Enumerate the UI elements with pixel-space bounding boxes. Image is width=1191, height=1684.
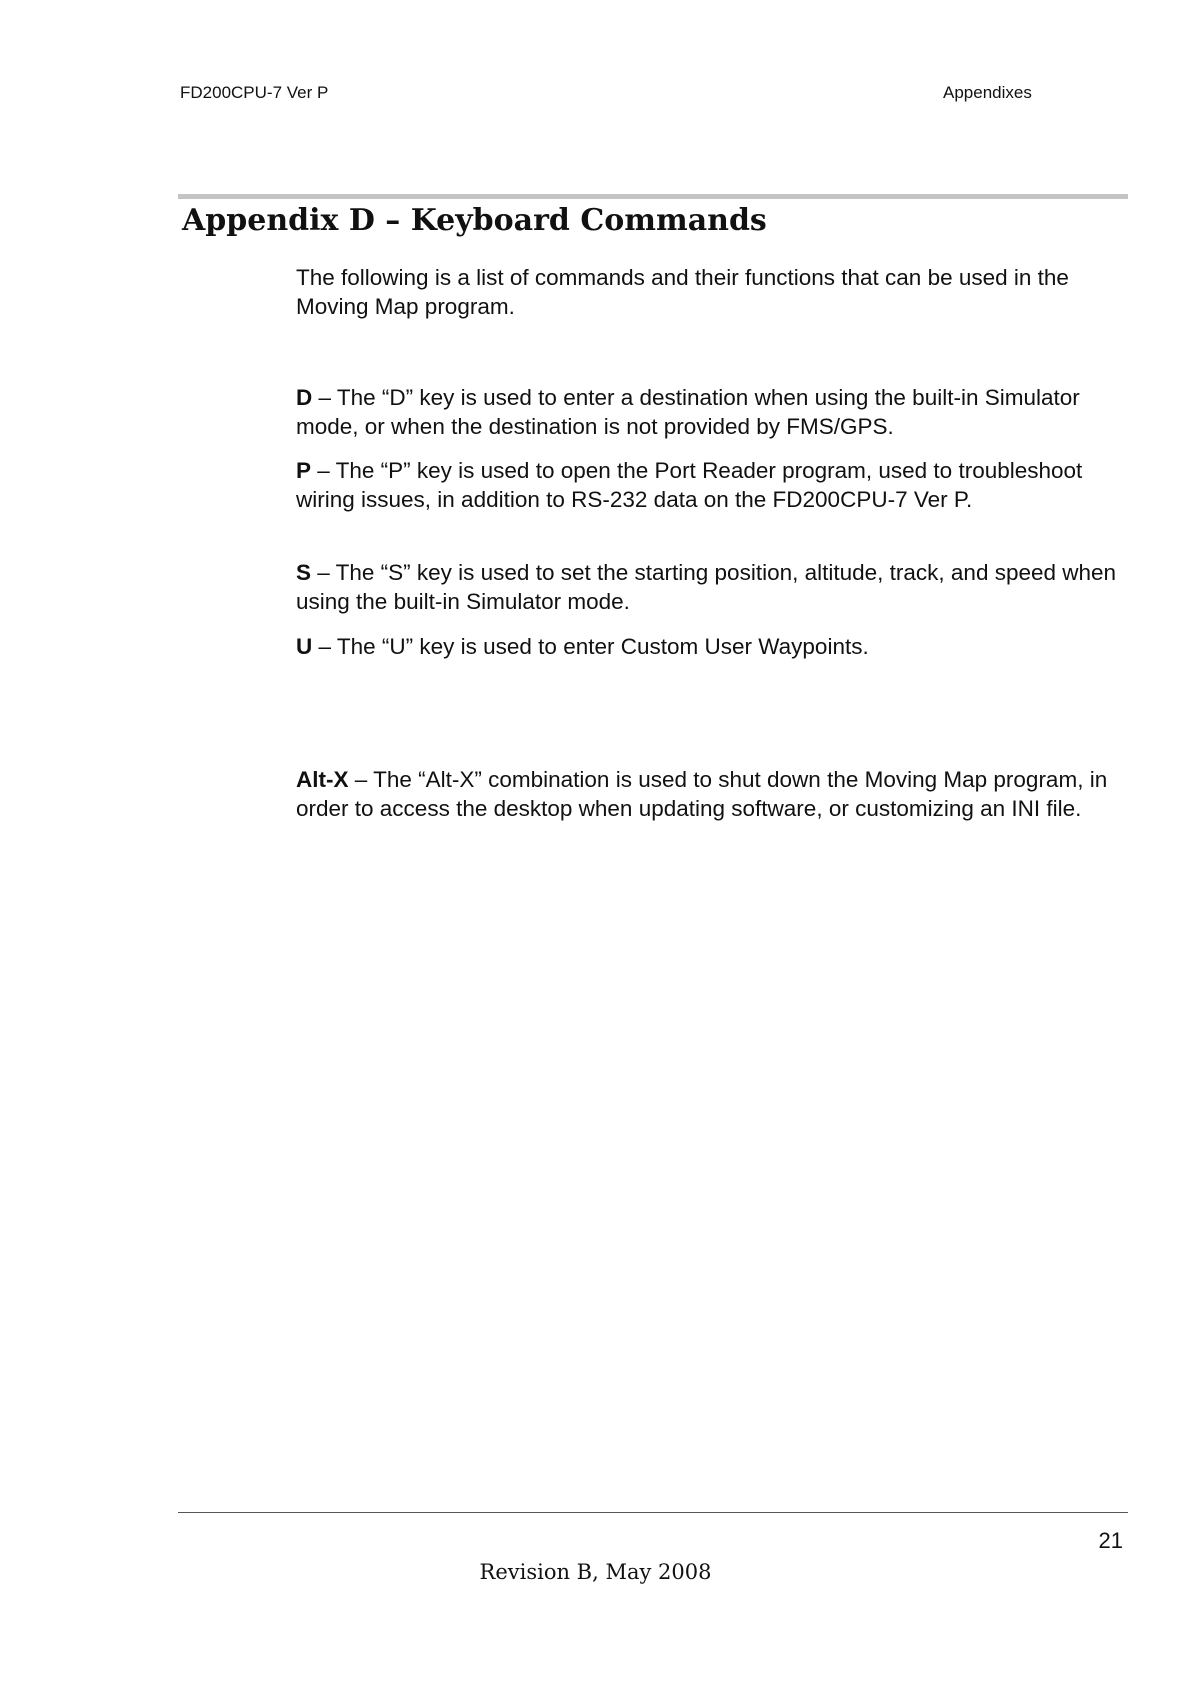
command-description: – The “S” key is used to set the starting position, altitude, track, and speed when using the built-in Simulator mode. bbox=[296, 560, 1117, 614]
revision-footer: Revision B, May 2008 bbox=[479, 1560, 712, 1584]
footer-rule bbox=[178, 1512, 1128, 1513]
intro-paragraph: The following is a list of commands and their functions that can be used in the Moving Map program. bbox=[296, 265, 1069, 319]
command-description: – The “D” key is used to enter a destination when using the built-in Simulator mode, or when the destination is not provided by FMS/GPS. bbox=[296, 385, 1080, 439]
page-header-right: Appendixes bbox=[943, 83, 1032, 102]
title-rule bbox=[178, 194, 1128, 199]
command-key: S bbox=[296, 560, 312, 585]
command-key: Alt-X bbox=[296, 767, 349, 792]
page-number: 21 bbox=[1098, 1528, 1123, 1553]
command-s bbox=[296, 558, 1126, 616]
appendix-title: Appendix D – Keyboard Commands bbox=[182, 203, 767, 238]
command-p bbox=[296, 456, 1126, 514]
command-description: – The “U” key is used to enter Custom User Waypoints. bbox=[312, 634, 869, 659]
command-d bbox=[296, 383, 1126, 441]
command-description: – The “P” key is used to open the Port Reader program, used to troubleshoot wiring issues, in addition to RS-232 data on the FD200CPU-7 Ver P. bbox=[296, 458, 1083, 512]
command-description: – The “Alt-X” combination is used to shut down the Moving Map program, in order to access the desktop when updating software, or customizing an INI file. bbox=[296, 767, 1108, 821]
command-u bbox=[296, 632, 1126, 661]
command-alt-x bbox=[296, 765, 1126, 823]
page-header-left: FD200CPU-7 Ver P bbox=[180, 83, 329, 102]
intro-block bbox=[296, 263, 1126, 321]
command-key: U bbox=[296, 634, 313, 659]
command-key: D bbox=[296, 385, 313, 410]
command-key: P bbox=[296, 458, 312, 483]
